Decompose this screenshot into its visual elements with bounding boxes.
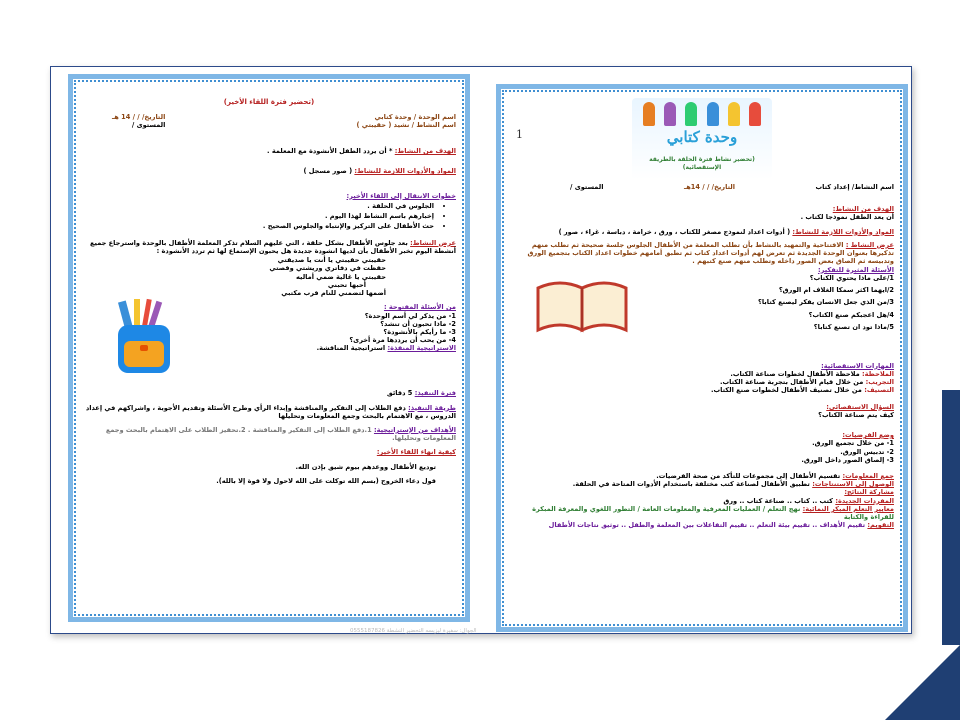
- corner-accent-triangle: [885, 645, 960, 720]
- list-item: • الجلوس في الحلقة .: [82, 202, 434, 210]
- level-label: المستوى /: [131, 120, 166, 129]
- ending-title: كيفية انهاء اللقاء الأخير:: [376, 448, 456, 457]
- hypothesis-item: 1- من خلال تجميع الورق.: [812, 439, 894, 448]
- hypotheses-title: وضع الفرضيات:: [842, 431, 894, 440]
- list-item: • إخبارهم باسم النشاط لهذا اليوم .: [82, 212, 434, 220]
- goal-text: أن يعد الطفل نموذجا لكتاب .: [800, 213, 894, 222]
- children-illustration: [638, 102, 766, 128]
- unit-label: اسم الوحدة / وحدة كتابي: [374, 112, 456, 121]
- right-document-page: [496, 84, 908, 632]
- method-label: طريقة التنفيذ:: [408, 403, 456, 412]
- banner-subtitle: (تحضير نشاط فترة الحلقة بالطريقة الإستقصائية): [649, 156, 755, 171]
- thinking-questions-title: الأسئلة المثيرة للتفكير:: [817, 265, 894, 274]
- presentation-text: الافتتاحية والتمهيد بالنشاط بأن تطلب المعلمة من الأطفال الجلوس جلسة صحيحة ثم تطلب منهم تذكيرها بعنوان الوحدة الجديدة ثم تعرض لهم أدوات اعداد كتاب ثم تطبق أمامهم خطوات اعداد الكتاب بتجميع الورق وتدبيسه ثم الصاق بعض الصور داخله وتطلب منهم صنع كتبهم .: [527, 240, 894, 266]
- level-label: المستوى /: [570, 183, 604, 191]
- skill-text: من خلال تصنيف الأطفال لخطوات صنع الكتاب.: [710, 386, 862, 395]
- question-item: 5/ماذا تود ان تصنع كتابا؟: [813, 322, 894, 331]
- materials-title: المواد والأدوات اللازمة للنشاط:: [354, 167, 456, 176]
- poem-line: أحبها تحبني: [327, 280, 366, 289]
- objectives-text: 1.دفع الطلاب إلى التفكير والمناقشة . 2.تحفيز الطلاب على الاهتمام بالبحث وجمع المعلومات وتحليلها.: [105, 425, 456, 443]
- question-item: 2- ماذا تحبون أن تنشد؟: [380, 319, 456, 328]
- question-item: 3- ما رأيكم بالأنشودة؟: [383, 327, 456, 336]
- left-header-title: (تحضير فترة اللقاء الأخير): [223, 98, 315, 106]
- skill-label: الملاحظة:: [862, 369, 894, 378]
- collect-text: تقسيم الأطفال إلى مجموعات للتأكد من صحة الفرضيات.: [656, 471, 841, 480]
- corner-accent-bar: [942, 390, 960, 645]
- criteria-text: نهج التعلم / العمليات المعرفية والمعلومات العامة / التطور اللغوي والمعرفة المبكرة للقراءة والكتابة: [532, 504, 894, 522]
- left-document-page: [68, 74, 470, 622]
- hypothesis-item: 2- تدبيس الورق.: [840, 447, 894, 456]
- objectives-label: الأهداف من الإستراتيجية:: [373, 425, 456, 434]
- question-item: 3/من الذي جعل الانسان يفكر ليصنع كتابا؟: [758, 298, 894, 307]
- page-number: 1: [516, 128, 523, 141]
- open-questions-title: من الأسئلة المفتوحة :: [383, 303, 456, 312]
- duration-label: فترة التنفيذ:: [414, 389, 456, 398]
- date-label: التاريخ/ / / 14هـ: [683, 183, 735, 191]
- collect-label: جمع المعلومات:: [842, 471, 894, 480]
- question-item: 1- من يذكر لي أسم الوحدة؟: [364, 311, 456, 320]
- hypothesis-item: 3- إلصاق الصور داخل الورق.: [801, 455, 894, 464]
- question-item: 4/هل اعجبكم صنع الكتاب؟: [808, 310, 894, 319]
- activity-label: اسم النشاط / نشيد ( حقيبتي ): [356, 120, 456, 129]
- eval-label: التقويم:: [867, 521, 894, 530]
- list-item: • حث الأطفال على التركيز والإنتباه والجلوس الصحيح .: [82, 222, 434, 230]
- eval-text: تقييم الأهداف .. تقييم بيئة التعلم .. تقييم التفاعلات بين المعلمة والطفل .. توثيق نتاجات الأطفال: [548, 521, 866, 530]
- question-item: 4- من يحب أن يرددها مرة أخرى؟: [349, 336, 456, 345]
- presentation-title: عرض النشاط:: [410, 238, 456, 247]
- open-book-image: [534, 274, 630, 334]
- vocab-label: المفردات الجديدة:: [835, 496, 894, 505]
- skill-label: التجريب:: [865, 378, 894, 387]
- poem-line: حقيبتي يا غالية ضمي أماليه: [296, 272, 386, 281]
- strategy-label: الاستراتيجية المنفذة:: [387, 344, 456, 353]
- ending-line: قول دعاء الخروج (بسم الله توكلت على الله لاحول ولا قوة إلا بالله).: [216, 476, 436, 485]
- unit-banner: [632, 98, 772, 180]
- share-label: مشاركة النتائج:: [844, 488, 894, 497]
- poem-line: حقيبتي حقيبتي يا أنت يا صديقتي: [277, 256, 386, 265]
- goal-text: * أن يردد الطفل الأنشودة مع المعلمة .: [267, 147, 393, 156]
- conclusions-label: الوصول إلى الاستنتاجات:: [812, 480, 894, 489]
- transition-title: خطوات الانتقال إلى اللقاء الأخير:: [346, 191, 456, 200]
- vocab-text: كتب .. كتاب .. صناعة كتاب .. ورق: [723, 496, 834, 505]
- footer-text: الجوال: سفيرة ليزيسه التحضير النشطة 0555187826: [350, 628, 477, 634]
- materials-text: ( صور مسجل ): [303, 167, 353, 176]
- goal-title: الهدف من النشاط:: [832, 205, 894, 214]
- poem-line: أضمها لتضمني للنام قرب مكتبي: [281, 289, 386, 298]
- inquiry-text: كيف يتم صناعة الكتاب؟: [818, 410, 894, 419]
- presentation-text: بعد جلوس الأطفال بشكل حلقة ، التي عليهم السلام تذكر المعلمة الأطفال بالوحدة واسترجاع جميع أنشطة اليوم تخبر الأطفال بأن لديها انشودة جديدة هل يحبون الإستماع لها ثم تردد الأنشودة :: [90, 238, 456, 255]
- conclusions-text: تطبيق الأطفال لصناعة كتب مختلفة باستخدام الأدوات المتاحة في الحلقة.: [572, 480, 810, 489]
- materials-title: المواد والأدوات اللازمة للنشاط:: [792, 227, 894, 236]
- skill-label: التصنيف:: [864, 386, 894, 395]
- presentation-title: عرض النشاط :: [845, 240, 894, 249]
- inquiry-title: السؤال الاستقصائي:: [826, 402, 894, 411]
- activity-label: اسم النشاط/ إعداد كتاب: [815, 183, 894, 191]
- strategy-value: استراتيجية المناقشة.: [316, 344, 386, 353]
- method-text: دفع الطلاب إلى التفكير والمناقشة وإبداء الرأي وطرح الأسئلة وتقديم الأجوبة ، واشراكهم في إعداد الدروس ، مع الاهتمام بالبحث وجمع المعلومات وتحليلها: [85, 403, 456, 420]
- materials-text: ( أدوات اعداد لنموذج مصغر للكتاب ، ورق ، خرامة ، دباسة ، غراء ، صور ): [558, 227, 791, 236]
- criteria-label: معايير التعلم المبكر النمائية:: [802, 504, 894, 513]
- poem-line: حفظت في دفاتري وريشتي وقصتي: [269, 264, 386, 273]
- date-label: التاريخ/ / / 14 هـ: [112, 112, 166, 121]
- skills-title: المهارات الاستقصائية:: [821, 361, 894, 370]
- banner-title: وحدة كتابي: [666, 128, 738, 146]
- question-item: 2/ايهما اكثر سمكا الغلاف ام الورق؟: [778, 286, 894, 295]
- ending-line: توديع الأطفال ووعدهم بيوم شيق بإذن الله.: [295, 462, 436, 471]
- transition-list: [82, 202, 456, 231]
- goal-title: الهدف من النشاط:: [394, 147, 456, 156]
- skill-text: ملاحظة الأطفال لخطوات صناعة الكتاب.: [730, 369, 860, 378]
- question-item: 1/على ماذا يحتوي الكتاب؟: [809, 273, 894, 282]
- skill-text: من خلال قيام الأطفال بتجربة صناعة الكتاب.: [720, 378, 864, 387]
- school-bag-image: [112, 297, 176, 379]
- duration-value: 5 دقائق: [386, 389, 413, 398]
